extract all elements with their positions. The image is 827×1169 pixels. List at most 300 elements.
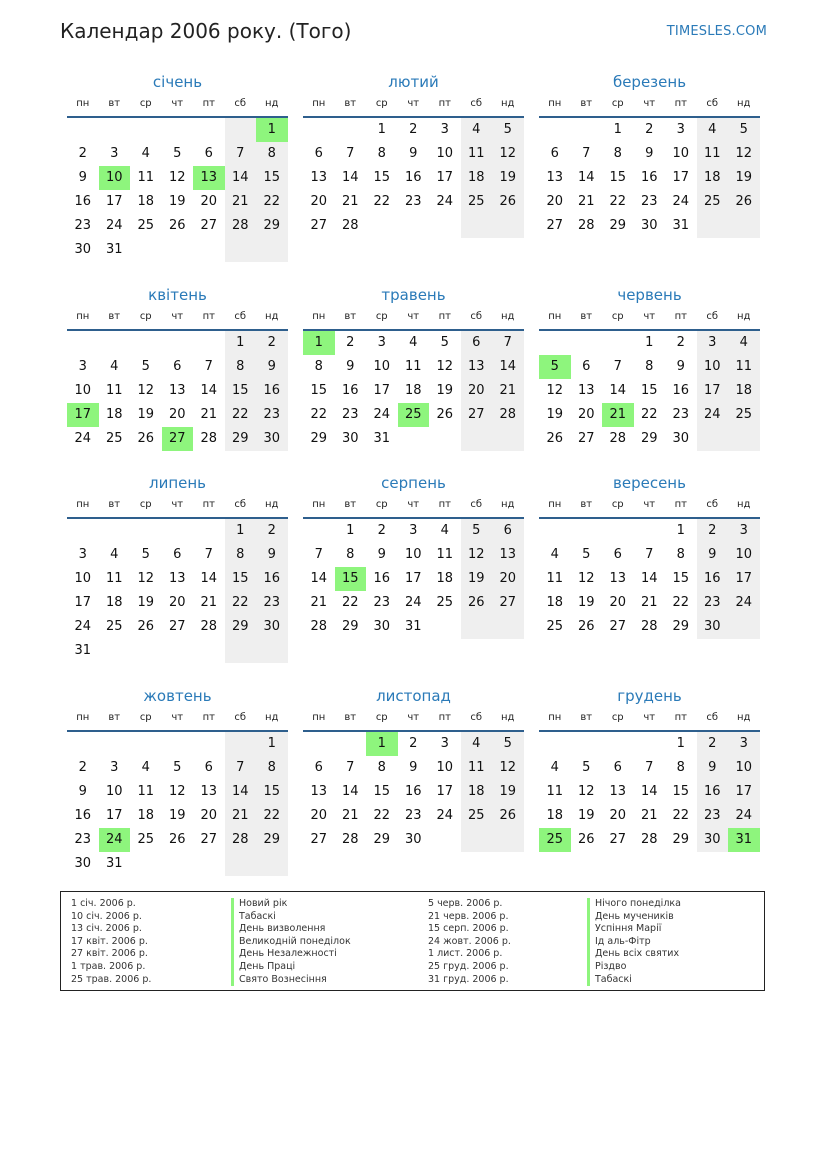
day-cell: 17 <box>436 784 454 799</box>
day-cell: 13 <box>168 571 186 586</box>
day-cell: 12 <box>492 756 524 780</box>
day-cell: 15 <box>225 379 257 403</box>
month-11 <box>303 684 524 852</box>
day-cell: 1 <box>225 519 257 543</box>
day-cell: 19 <box>168 808 186 823</box>
day-cell: 1 <box>256 732 288 756</box>
day-cell: 4 <box>461 732 493 756</box>
day-cell: 20 <box>609 595 627 610</box>
day-cell: 18 <box>546 808 564 823</box>
day-cell: 30 <box>373 619 391 634</box>
weekday-label: нд <box>501 499 515 510</box>
day-cell: 6 <box>613 760 622 775</box>
day-cell: 8 <box>256 756 288 780</box>
holiday-day: 31 <box>728 828 760 852</box>
day-cell: 25 <box>461 190 493 214</box>
day-cell: 7 <box>225 756 257 780</box>
day-cell: 9 <box>676 359 685 374</box>
day-cell: 27 <box>609 832 627 847</box>
day-cell: 5 <box>173 760 182 775</box>
empty-cell <box>130 238 162 262</box>
month-name: червень <box>617 286 682 304</box>
day-cell: 6 <box>173 547 182 562</box>
legend-holiday-name: Табаскі <box>231 911 351 924</box>
empty-cell <box>539 732 571 756</box>
legend-holiday-name: День мучеників <box>587 911 681 924</box>
day-cell: 10 <box>74 571 92 586</box>
day-cell: 2 <box>377 523 386 538</box>
weekday-label: чт <box>407 311 420 322</box>
weekday-label: ср <box>611 712 624 723</box>
day-cell: 25 <box>546 619 564 634</box>
day-cell: 26 <box>137 431 155 446</box>
day-cell: 9 <box>256 543 288 567</box>
legend-names-right <box>587 898 681 986</box>
day-cell: 4 <box>141 146 150 161</box>
weekday-label: пн <box>76 712 90 723</box>
empty-cell <box>162 238 194 262</box>
day-cell: 8 <box>225 543 257 567</box>
holiday-day: 24 <box>99 828 131 852</box>
day-cell: 3 <box>110 146 119 161</box>
empty-cell <box>571 118 603 142</box>
weekday-label: нд <box>737 98 751 109</box>
weekday-label: пт <box>674 712 687 723</box>
day-cell: 1 <box>676 523 685 538</box>
day-cell: 28 <box>577 218 595 233</box>
empty-cell <box>67 118 99 142</box>
day-cell: 2 <box>78 146 87 161</box>
empty-cell <box>130 519 162 543</box>
holiday-legend <box>60 891 765 991</box>
day-cell: 3 <box>728 732 760 756</box>
weekday-label: ср <box>139 712 152 723</box>
day-cell: 19 <box>168 194 186 209</box>
day-cell: 13 <box>168 383 186 398</box>
day-cell: 29 <box>373 832 391 847</box>
day-cell: 12 <box>436 359 454 374</box>
day-cell: 10 <box>105 784 123 799</box>
month-name: грудень <box>617 687 682 705</box>
day-cell: 9 <box>78 170 87 185</box>
day-cell: 23 <box>697 804 729 828</box>
day-cell: 6 <box>492 519 524 543</box>
weekday-label: сб <box>470 712 483 723</box>
day-cell: 1 <box>645 335 654 350</box>
site-link[interactable]: TIMESLES.COM <box>666 24 767 39</box>
weekday-header <box>67 495 288 515</box>
empty-cell <box>697 214 729 238</box>
month-3 <box>539 70 760 238</box>
days-grid <box>539 519 760 639</box>
day-cell: 4 <box>461 118 493 142</box>
day-cell: 17 <box>373 383 391 398</box>
month-name: лютий <box>388 73 439 91</box>
weekday-label: вт <box>580 499 593 510</box>
empty-cell <box>193 852 225 876</box>
day-cell: 29 <box>640 431 658 446</box>
weekday-label: вт <box>108 98 121 109</box>
weekday-label: пт <box>674 311 687 322</box>
day-cell: 25 <box>436 595 454 610</box>
weekday-label: чт <box>171 499 184 510</box>
weekday-label: пн <box>76 98 90 109</box>
day-cell: 3 <box>728 519 760 543</box>
day-cell: 31 <box>672 218 690 233</box>
day-cell: 16 <box>373 571 391 586</box>
weekday-label: ср <box>139 98 152 109</box>
weekday-label: сб <box>234 311 247 322</box>
empty-cell <box>162 118 194 142</box>
day-cell: 16 <box>74 808 92 823</box>
weekday-header <box>303 94 524 114</box>
day-cell: 17 <box>74 595 92 610</box>
days-grid <box>303 118 524 238</box>
weekday-label: пн <box>548 311 562 322</box>
day-cell: 20 <box>200 194 218 209</box>
day-cell: 2 <box>409 736 418 751</box>
day-cell: 8 <box>256 142 288 166</box>
empty-cell <box>193 519 225 543</box>
day-cell: 3 <box>440 122 449 137</box>
weekday-label: вт <box>580 712 593 723</box>
day-cell: 2 <box>409 122 418 137</box>
days-grid <box>67 331 288 451</box>
month-1 <box>67 70 288 262</box>
empty-cell <box>461 828 493 852</box>
day-cell: 13 <box>492 543 524 567</box>
day-cell: 29 <box>609 218 627 233</box>
legend-date: 25 трав. 2006 р. <box>71 973 152 985</box>
empty-cell <box>571 331 603 355</box>
weekday-label: чт <box>643 311 656 322</box>
day-cell: 10 <box>728 543 760 567</box>
day-cell: 5 <box>461 519 493 543</box>
day-cell: 20 <box>609 808 627 823</box>
day-cell: 15 <box>310 383 328 398</box>
day-cell: 11 <box>546 571 564 586</box>
day-cell: 28 <box>341 832 359 847</box>
legend-date: 31 груд. 2006 р. <box>428 973 509 985</box>
day-cell: 11 <box>105 383 123 398</box>
day-cell: 16 <box>341 383 359 398</box>
holiday-day: 25 <box>398 403 430 427</box>
day-cell: 10 <box>373 359 391 374</box>
weekday-label: пн <box>76 499 90 510</box>
days-grid <box>539 118 760 238</box>
day-cell: 22 <box>640 407 658 422</box>
month-9 <box>539 471 760 639</box>
day-cell: 14 <box>640 784 658 799</box>
empty-cell <box>193 118 225 142</box>
day-cell: 31 <box>404 619 422 634</box>
empty-cell <box>728 214 760 238</box>
day-cell: 13 <box>461 355 493 379</box>
legend-date: 1 січ. 2006 р. <box>71 898 136 909</box>
day-cell: 2 <box>676 335 685 350</box>
day-cell: 26 <box>461 591 493 615</box>
weekday-label: пт <box>202 311 215 322</box>
weekday-label: ср <box>139 499 152 510</box>
weekday-label: чт <box>171 712 184 723</box>
day-cell: 22 <box>310 407 328 422</box>
holiday-day: 1 <box>366 732 398 756</box>
days-grid <box>67 732 288 876</box>
day-cell: 8 <box>377 760 386 775</box>
day-cell: 9 <box>409 146 418 161</box>
day-cell: 20 <box>461 379 493 403</box>
empty-cell <box>130 639 162 663</box>
day-cell: 8 <box>613 146 622 161</box>
day-cell: 14 <box>200 383 218 398</box>
day-cell: 8 <box>676 760 685 775</box>
day-cell: 7 <box>225 142 257 166</box>
month-name: липень <box>148 474 207 492</box>
empty-cell <box>492 615 524 639</box>
empty-cell <box>429 615 461 639</box>
day-cell: 4 <box>110 359 119 374</box>
empty-cell <box>398 427 430 451</box>
weekday-label: нд <box>737 712 751 723</box>
day-cell: 28 <box>609 431 627 446</box>
weekday-label: вт <box>344 499 357 510</box>
legend-holiday-name: Свято Вознесіння <box>231 974 351 987</box>
day-cell: 14 <box>640 571 658 586</box>
day-cell: 4 <box>697 118 729 142</box>
month-10 <box>67 684 288 876</box>
day-cell: 25 <box>461 804 493 828</box>
day-cell: 14 <box>341 170 359 185</box>
day-cell: 9 <box>256 355 288 379</box>
weekday-label: сб <box>234 712 247 723</box>
day-cell: 27 <box>168 619 186 634</box>
weekday-label: нд <box>265 499 279 510</box>
empty-cell <box>461 214 493 238</box>
day-cell: 20 <box>200 808 218 823</box>
day-cell: 3 <box>377 335 386 350</box>
empty-cell <box>67 519 99 543</box>
weekday-label: вт <box>108 712 121 723</box>
day-cell: 19 <box>461 567 493 591</box>
weekday-label: ср <box>375 712 388 723</box>
day-cell: 19 <box>436 383 454 398</box>
day-cell: 13 <box>609 784 627 799</box>
empty-cell <box>303 118 335 142</box>
month-name: вересень <box>613 474 686 492</box>
weekday-label: пн <box>548 712 562 723</box>
empty-cell <box>429 214 461 238</box>
day-cell: 5 <box>492 118 524 142</box>
legend-holiday-name: Успіння Марії <box>587 923 681 936</box>
day-cell: 19 <box>577 595 595 610</box>
empty-cell <box>225 639 257 663</box>
day-cell: 10 <box>436 146 454 161</box>
month-name: квітень <box>148 286 207 304</box>
day-cell: 23 <box>404 808 422 823</box>
month-name: серпень <box>381 474 446 492</box>
day-cell: 3 <box>78 359 87 374</box>
day-cell: 21 <box>577 194 595 209</box>
day-cell: 23 <box>373 595 391 610</box>
day-cell: 18 <box>404 383 422 398</box>
empty-cell <box>539 519 571 543</box>
day-cell: 11 <box>546 784 564 799</box>
day-cell: 11 <box>461 756 493 780</box>
weekday-label: пн <box>312 98 326 109</box>
days-grid <box>303 331 524 451</box>
day-cell: 7 <box>346 146 355 161</box>
day-cell: 4 <box>141 760 150 775</box>
day-cell: 3 <box>409 523 418 538</box>
day-cell: 6 <box>613 547 622 562</box>
day-cell: 14 <box>225 166 257 190</box>
empty-cell <box>130 852 162 876</box>
day-cell: 20 <box>168 407 186 422</box>
day-cell: 22 <box>672 808 690 823</box>
weekday-label: чт <box>407 98 420 109</box>
legend-holiday-name: День визволення <box>231 923 351 936</box>
weekday-label: сб <box>234 98 247 109</box>
weekday-label: пн <box>312 712 326 723</box>
day-cell: 23 <box>404 194 422 209</box>
day-cell: 27 <box>577 431 595 446</box>
day-cell: 5 <box>582 547 591 562</box>
day-cell: 8 <box>314 359 323 374</box>
day-cell: 15 <box>373 784 391 799</box>
day-cell: 9 <box>645 146 654 161</box>
weekday-label: сб <box>706 499 719 510</box>
weekday-label: чт <box>171 98 184 109</box>
day-cell: 17 <box>105 808 123 823</box>
page-title: Календар 2006 року. (Того) <box>60 19 352 43</box>
weekday-label: вт <box>580 98 593 109</box>
day-cell: 2 <box>256 331 288 355</box>
day-cell: 26 <box>492 804 524 828</box>
day-cell: 13 <box>546 170 564 185</box>
day-cell: 28 <box>225 214 257 238</box>
empty-cell <box>225 118 257 142</box>
weekday-header <box>539 307 760 327</box>
weekday-label: нд <box>265 311 279 322</box>
weekday-label: чт <box>643 712 656 723</box>
day-cell: 15 <box>609 170 627 185</box>
day-cell: 29 <box>310 431 328 446</box>
day-cell: 7 <box>645 760 654 775</box>
empty-cell <box>225 852 257 876</box>
legend-date: 10 січ. 2006 р. <box>71 910 142 922</box>
day-cell: 26 <box>168 218 186 233</box>
weekday-label: пт <box>438 98 451 109</box>
day-cell: 11 <box>105 571 123 586</box>
weekday-label: вт <box>580 311 593 322</box>
empty-cell <box>193 331 225 355</box>
empty-cell <box>728 427 760 451</box>
day-cell: 30 <box>672 431 690 446</box>
weekday-header <box>539 495 760 515</box>
day-cell: 23 <box>256 403 288 427</box>
empty-cell <box>99 639 131 663</box>
legend-dates-left <box>71 898 151 986</box>
day-cell: 26 <box>728 190 760 214</box>
weekday-label: сб <box>470 311 483 322</box>
day-cell: 20 <box>168 595 186 610</box>
day-cell: 19 <box>546 407 564 422</box>
day-cell: 9 <box>697 756 729 780</box>
day-cell: 18 <box>546 595 564 610</box>
day-cell: 15 <box>672 784 690 799</box>
day-cell: 14 <box>577 170 595 185</box>
empty-cell <box>602 732 634 756</box>
legend-holiday-name: День Незалежності <box>231 948 351 961</box>
day-cell: 7 <box>346 760 355 775</box>
weekday-label: сб <box>470 98 483 109</box>
legend-date: 15 серп. 2006 р. <box>428 923 509 935</box>
day-cell: 14 <box>200 571 218 586</box>
day-cell: 4 <box>440 523 449 538</box>
day-cell: 7 <box>613 359 622 374</box>
day-cell: 24 <box>404 595 422 610</box>
weekday-label: чт <box>407 712 420 723</box>
day-cell: 3 <box>697 331 729 355</box>
weekday-header <box>67 307 288 327</box>
empty-cell <box>162 639 194 663</box>
day-cell: 13 <box>310 784 328 799</box>
day-cell: 12 <box>168 170 186 185</box>
day-cell: 7 <box>645 547 654 562</box>
day-cell: 27 <box>310 832 328 847</box>
day-cell: 12 <box>577 784 595 799</box>
day-cell: 16 <box>404 784 422 799</box>
day-cell: 21 <box>200 407 218 422</box>
day-cell: 21 <box>225 804 257 828</box>
day-cell: 13 <box>577 383 595 398</box>
day-cell: 24 <box>105 218 123 233</box>
day-cell: 16 <box>74 194 92 209</box>
empty-cell <box>697 427 729 451</box>
day-cell: 18 <box>105 407 123 422</box>
day-cell: 29 <box>256 214 288 238</box>
day-cell: 22 <box>256 804 288 828</box>
day-cell: 11 <box>436 547 454 562</box>
empty-cell <box>634 519 666 543</box>
day-cell: 13 <box>310 170 328 185</box>
legend-date: 27 квіт. 2006 р. <box>71 948 148 960</box>
day-cell: 11 <box>137 784 155 799</box>
day-cell: 9 <box>346 359 355 374</box>
legend-holiday-name: День всіх святих <box>587 948 681 961</box>
day-cell: 27 <box>310 218 328 233</box>
day-cell: 8 <box>676 547 685 562</box>
day-cell: 22 <box>341 595 359 610</box>
day-cell: 11 <box>461 142 493 166</box>
weekday-label: вт <box>344 98 357 109</box>
day-cell: 4 <box>550 760 559 775</box>
weekday-label: нд <box>737 499 751 510</box>
holiday-day: 5 <box>539 355 571 379</box>
day-cell: 10 <box>74 383 92 398</box>
day-cell: 22 <box>373 808 391 823</box>
legend-date: 1 трав. 2006 р. <box>71 960 146 972</box>
day-cell: 30 <box>640 218 658 233</box>
empty-cell <box>602 331 634 355</box>
day-cell: 24 <box>728 804 760 828</box>
legend-date: 21 черв. 2006 р. <box>428 910 509 922</box>
day-cell: 29 <box>672 832 690 847</box>
weekday-label: ср <box>375 98 388 109</box>
empty-cell <box>193 639 225 663</box>
day-cell: 12 <box>168 784 186 799</box>
day-cell: 20 <box>310 808 328 823</box>
